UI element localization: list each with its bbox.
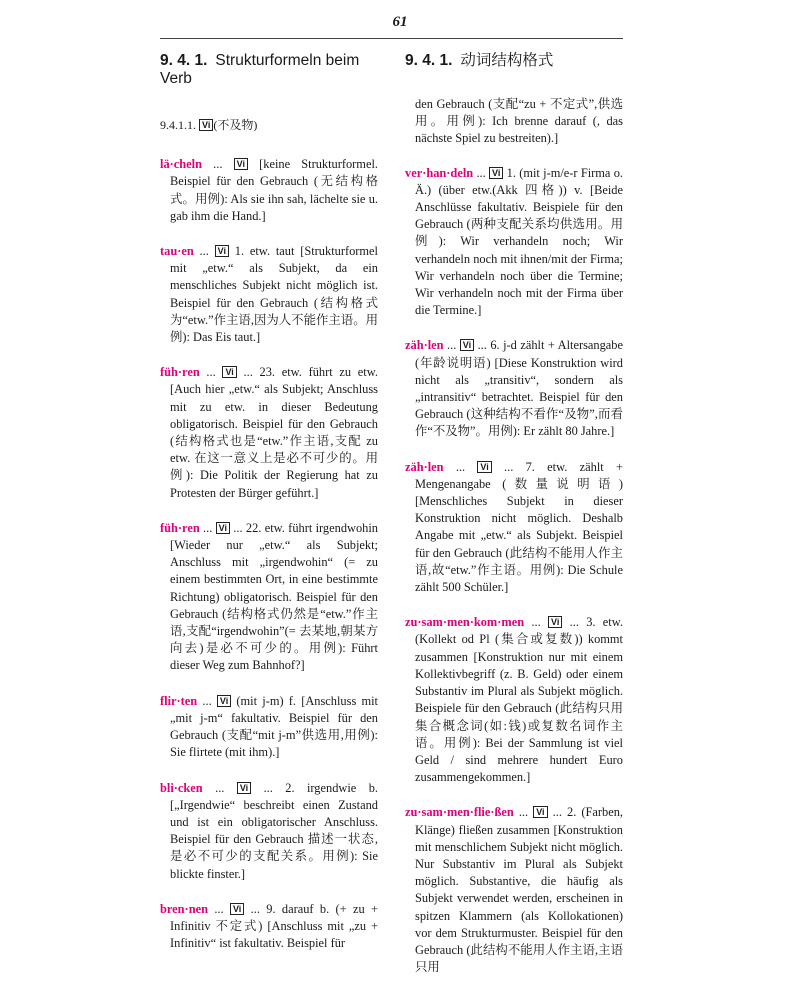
entry-headword: bli·cken	[160, 780, 203, 795]
entry-headword: lä·cheln	[160, 157, 202, 172]
vi-label: Vi	[533, 806, 547, 818]
vi-label: Vi	[215, 245, 229, 257]
entry-headword: tau·en	[160, 244, 194, 259]
vi-label: Vi	[199, 119, 213, 131]
vi-label: Vi	[234, 158, 248, 170]
entry-headword: zu·sam·men·kom·men	[405, 615, 525, 630]
dictionary-entry	[405, 165, 623, 320]
dictionary-entry	[160, 243, 378, 346]
entry-separator: ...	[513, 805, 534, 820]
section-number: 9. 4. 1.	[160, 52, 208, 69]
section-title: Strukturformeln beim Verb	[160, 52, 360, 87]
dictionary-entry	[405, 804, 623, 976]
dictionary-entry	[160, 780, 378, 883]
right-column	[405, 50, 623, 994]
vi-label: Vi	[222, 366, 236, 378]
page-number: 61	[392, 14, 408, 30]
entry-body: ... 2. irgendwie b. [„Irgendwie“ beschreibt einen Zustand und ist ein obligatorischer Anschluss. Beispiel für den Gebrauch 描述一状态,是必不可少的支配关系。用例): Sie blickte finster.]	[170, 780, 378, 881]
entry-body: ... 6. j-d zählt + Altersangabe (年龄说明语) [Diese Konstruktion wird nicht als „transitiv“, sondern als „intransitiv“ betrachtet. Beispiel für den Gebrauch (这种结构不看作“及物”,而看作“不及物”。用例): Er zählt 80 Jahre.]	[415, 338, 623, 439]
entry-separator: ...	[207, 901, 230, 916]
entry-body: ... 22. etw. führt irgendwohin [Wieder nur „etw.“ als Subjekt; Anschluss mit „irgendwohin“ (= zu einem bestimmten Ort, in eine bestimmte Richtung) obligatorisch. Beispiel für den Gebrauch (结构格式仍然是“etw.”作主语,支配“irgendwohin”(= 去某地,朝某方向去)是必不可少的。用例): Führt dieser Weg zum Bahnhof?]	[170, 520, 378, 673]
section-heading-german	[160, 52, 378, 88]
entry-body: ... 23. etw. führt zu etw. [Auch hier „etw.“ als Subjekt; Anschluss mit zu etw. in dieser Bedeutung obligatorisch. Beispiel für den Gebrauch (结构格式也是“etw.”作主语,支配 zu etw. 在这一意义上是必不可少的。用例): Die Politik der Regierung hat zu Protesten der Bürger geführt.]	[170, 365, 378, 500]
left-entries	[160, 156, 378, 952]
vi-label: Vi	[460, 339, 474, 351]
entry-headword: zu·sam·men·flie·ßen	[405, 805, 514, 820]
section-heading-chinese	[405, 52, 623, 70]
entry-separator: ...	[443, 459, 478, 474]
entry-separator: ...	[524, 615, 548, 630]
entry-headword: füh·ren	[160, 365, 200, 380]
vi-label: Vi	[237, 782, 251, 794]
entry-body: ... 2. (Farben, Klänge) fließen zusammen [Konstruktion mit menschlichem Subjekt nicht möglich. Nur Substantiv im Plural als Subjekt möglich. Substantive, die häufig als Subjekt verwendet werden, erscheinen in spitzen Klammern (als Kollokationen) vor dem Strukturmuster. Beispiel für den Gebrauch (此结构不能用人作主语,主语只用	[415, 805, 623, 975]
subsection-title: (不及物)	[213, 118, 258, 132]
entry-body: [keine Strukturformel. Beispiel für den Gebrauch (无结构格式。用例): Als sie ihn sah, lächelte sie u. gab ihm die Hand.]	[170, 157, 378, 223]
section-title: 动词结构格式	[460, 52, 554, 69]
header-rule	[160, 38, 623, 39]
left-column	[160, 50, 378, 970]
entry-body: ... 3. etw. (Kollekt od Pl (集合或复数)) kommt zusammen [Konstruktion nur mit einem Kollektivbegriff (z. B. Geld) oder einem Substantiv im Plural als Subjekt möglich. Beispiele für den Gebrauch (此结构只用集合概念词(如:钱)或复数名词作主语。用例): Bei der Sammlung ist viel Geld / sind mehrere hundert Euro zusammengekommen.]	[415, 615, 623, 785]
vi-label: Vi	[217, 695, 231, 707]
entry-separator: ...	[202, 780, 237, 795]
entry-separator: ...	[473, 165, 490, 180]
entry-headword: ver·han·deln	[405, 165, 474, 180]
entry-headword: zäh·len	[405, 338, 444, 353]
entry-headword: bren·nen	[160, 901, 208, 916]
entry-separator: ...	[199, 520, 216, 535]
vi-label: Vi	[230, 903, 244, 915]
dictionary-entry	[405, 614, 623, 786]
entry-headword: zäh·len	[405, 459, 444, 474]
dictionary-entry	[160, 364, 378, 502]
section-number: 9. 4. 1.	[405, 52, 453, 69]
entry-separator: ...	[202, 157, 234, 172]
continuation-text: den Gebrauch (支配“zu + 不定式”,供选用。用例): Ich brenne darauf (, das nächste Spiel zu bestreiten).]	[415, 97, 623, 146]
subsection-heading	[160, 117, 378, 134]
entry-separator: ...	[443, 338, 460, 353]
entry-separator: ...	[197, 693, 217, 708]
entry-body: 1. etw. taut [Strukturformel mit „etw.“ als Subjekt, da ein menschliches Subjekt nicht möglich ist. Beispiel für den Gebrauch (结构格式为“etw.”作主语,因为人不能作主语。用例): Das Eis taut.]	[170, 244, 378, 345]
entry-body: (mit j-m) f. [Anschluss mit „mit j-m“ fakultativ. Beispiel für den Gebrauch (支配“mit j-m”供选用,用例): Sie flirtete (mit ihm).]	[170, 693, 378, 760]
entry-separator: ...	[199, 365, 223, 380]
subsection-number: 9.4.1.1.	[160, 118, 196, 132]
dictionary-entry	[160, 693, 378, 762]
entry-body: 1. (mit j-m/e-r Firma o. Ä.) (über etw.(Akk 四格)) v. [Beide Anschlüsse fakultativ. Beispiele für den Gebrauch (两种支配关系均供选用。用例): Wir verhandeln noch; Wir verhandeln noch mit ihnen/mit der Firma; Wir verhandeln noch über die Termine; Wir verhandeln noch mit der Firma über die Termine.]	[415, 165, 623, 318]
right-entries	[405, 165, 623, 977]
vi-label: Vi	[477, 461, 491, 473]
entry-body: ... 7. etw. zählt + Mengenangabe (数量说明语) [Menschliches Subjekt in dieser Konstruktion nicht möglich. Deshalb Angabe mit „etw.“ als Subjekt. Beispiel für den Gebrauch (此结构不能用人作主语,故“etw.”作主语。用例): Die Schule zählt 500 Schüler.]	[415, 459, 623, 595]
dictionary-entry	[160, 901, 378, 953]
entry-headword: füh·ren	[160, 520, 200, 535]
entry-body: ... 9. darauf b. (+ zu + Infinitiv 不定式) [Anschluss mit „zu + Infinitiv“ ist fakultativ. Beispiel für	[170, 901, 378, 951]
dictionary-entry	[405, 459, 623, 597]
entry-separator: ...	[193, 244, 215, 259]
dictionary-entry	[405, 337, 623, 440]
vi-label: Vi	[216, 522, 230, 534]
vi-label: Vi	[489, 167, 503, 179]
dictionary-entry	[160, 156, 378, 225]
entry-headword: flir·ten	[160, 693, 198, 708]
vi-label: Vi	[548, 616, 562, 628]
dictionary-entry	[160, 520, 378, 675]
